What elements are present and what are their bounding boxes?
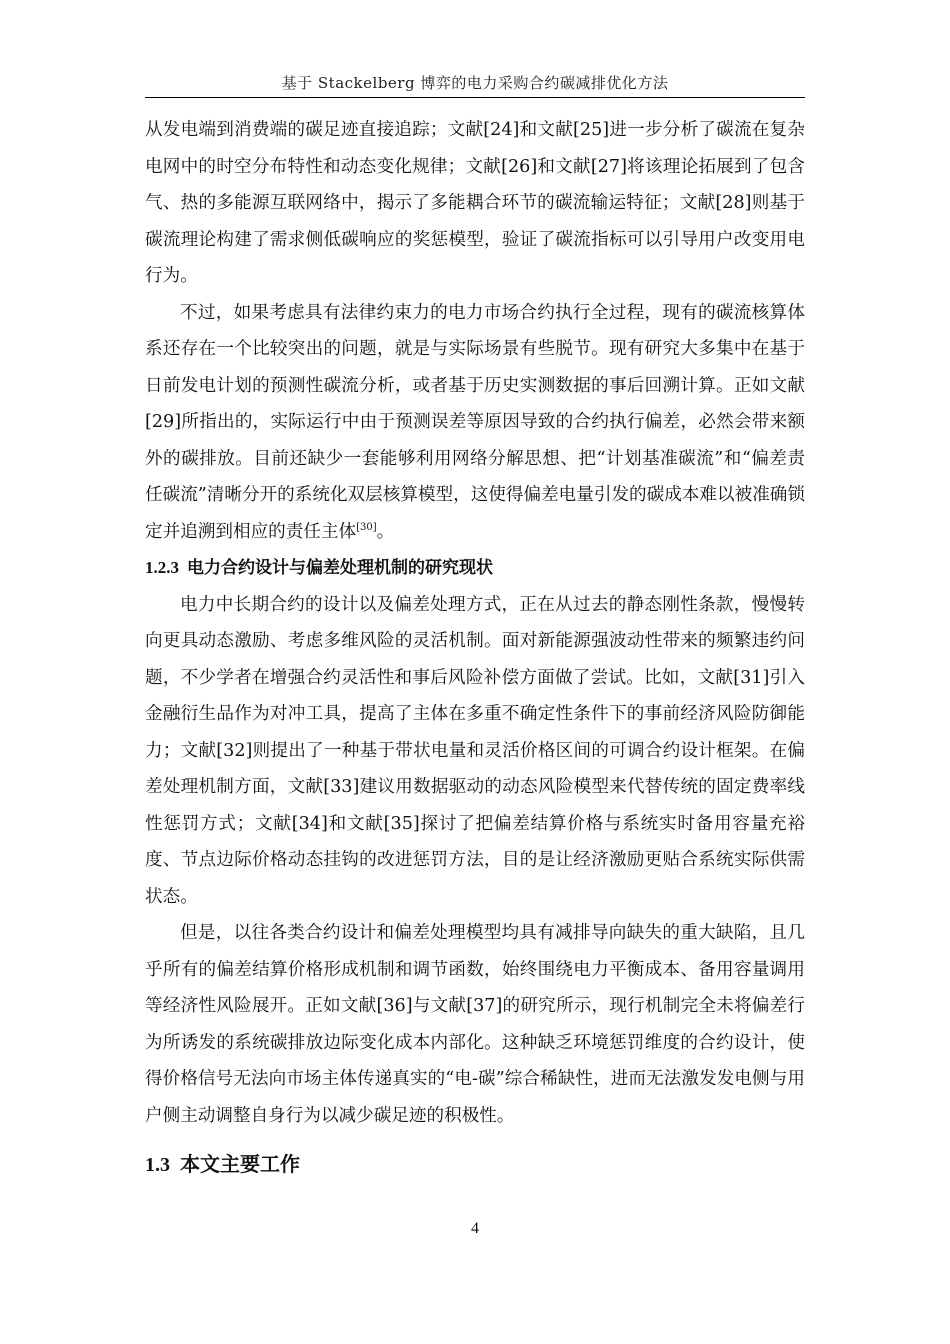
section-number: 1.2.3 xyxy=(145,558,179,577)
paragraph-carbon-flow-literature: 从发电端到消费端的碳足迹直接追踪；文献[24]和文献[25]进一步分析了碳流在复杂电网中的时空分布特性和动态变化规律；文献[26]和文献[27]将该理论拓展到了包含气、热的多能源互联网络中，揭示了多能耦合环节的碳流输运特征；文献[28]则基于碳流理论构建了需求侧低碳响应的奖惩模型，验证了碳流指标可以引导用户改变用电行为。 xyxy=(145,120,805,286)
paragraph-end-punct: 。 xyxy=(376,521,395,542)
section-title: 本文主要工作 xyxy=(180,1152,300,1176)
running-header: 基于 Stackelberg 博弈的电力采购合约碳减排优化方法 xyxy=(281,74,669,92)
header-rule xyxy=(145,97,805,98)
page-number: 4 xyxy=(471,1220,479,1237)
section-title: 电力合约设计与偏差处理机制的研究现状 xyxy=(187,558,493,578)
section-heading-1-2-3 xyxy=(145,550,805,587)
section-heading-1-3 xyxy=(145,1144,805,1185)
main-text xyxy=(145,112,805,1185)
citation-marker: [30] xyxy=(356,521,377,533)
paragraph-text: 不过，如果考虑具有法律约束力的电力市场合约执行全过程，现有的碳流核算体系还存在一个比较突出的问题，就是与实际场景有些脱节。现有研究大多集中在基于日前发电计划的预测性碳流分析，或者基于历史实测数据的事后回溯计算。正如文献[29]所指出的，实际运行中由于预测误差等原因导致的合约执行偏差，必然会带来额外的碳排放。目前还缺少一套能够利用网络分解思想、把“计划基准碳流”和“偏差责任碳流”清晰分开的系统化双层核算模型，这使得偏差电量引发的碳成本难以被准确锁定并追溯到相应的责任主体 xyxy=(145,302,805,542)
section-number: 1.3 xyxy=(145,1154,170,1176)
paragraph-carbon-accounting-gap xyxy=(145,295,805,551)
paragraph-contract-design: 电力中长期合约的设计以及偏差处理方式，正在从过去的静态刚性条款，慢慢转向更具动态激励、考虑多维风险的灵活机制。面对新能源强波动性带来的频繁违约问题，不少学者在增强合约灵活性和事后风险补偿方面做了尝试。比如，文献[31]引入金融衍生品作为对冲工具，提高了主体在多重不确定性条件下的事前经济风险防御能力；文献[32]则提出了一种基于带状电量和灵活价格区间的可调合约设计框架。在偏差处理机制方面，文献[33]建议用数据驱动的动态风险模型来代替传统的固定费率线性惩罚方式；文献[34]和文献[35]探讨了把偏差结算价格与系统实时备用容量充裕度、节点边际价格动态挂钩的改进惩罚方法，目的是让经济激励更贴合系统实际供需状态。 xyxy=(145,594,805,907)
paragraph-deviation-defects: 但是，以往各类合约设计和偏差处理模型均具有减排导向缺失的重大缺陷，且几乎所有的偏差结算价格形成机制和调节函数，始终围绕电力平衡成本、备用容量调用等经济性风险展开。正如文献[36]与文献[37]的研究所示，现行机制完全未将偏差行为所诱发的系统碳排放边际变化成本内部化。这种缺乏环境惩罚维度的合约设计，使得价格信号无法向市场主体传递真实的“电-碳”综合稀缺性，进而无法激发发电侧与用户侧主动调整自身行为以减少碳足迹的积极性。 xyxy=(145,923,805,1126)
